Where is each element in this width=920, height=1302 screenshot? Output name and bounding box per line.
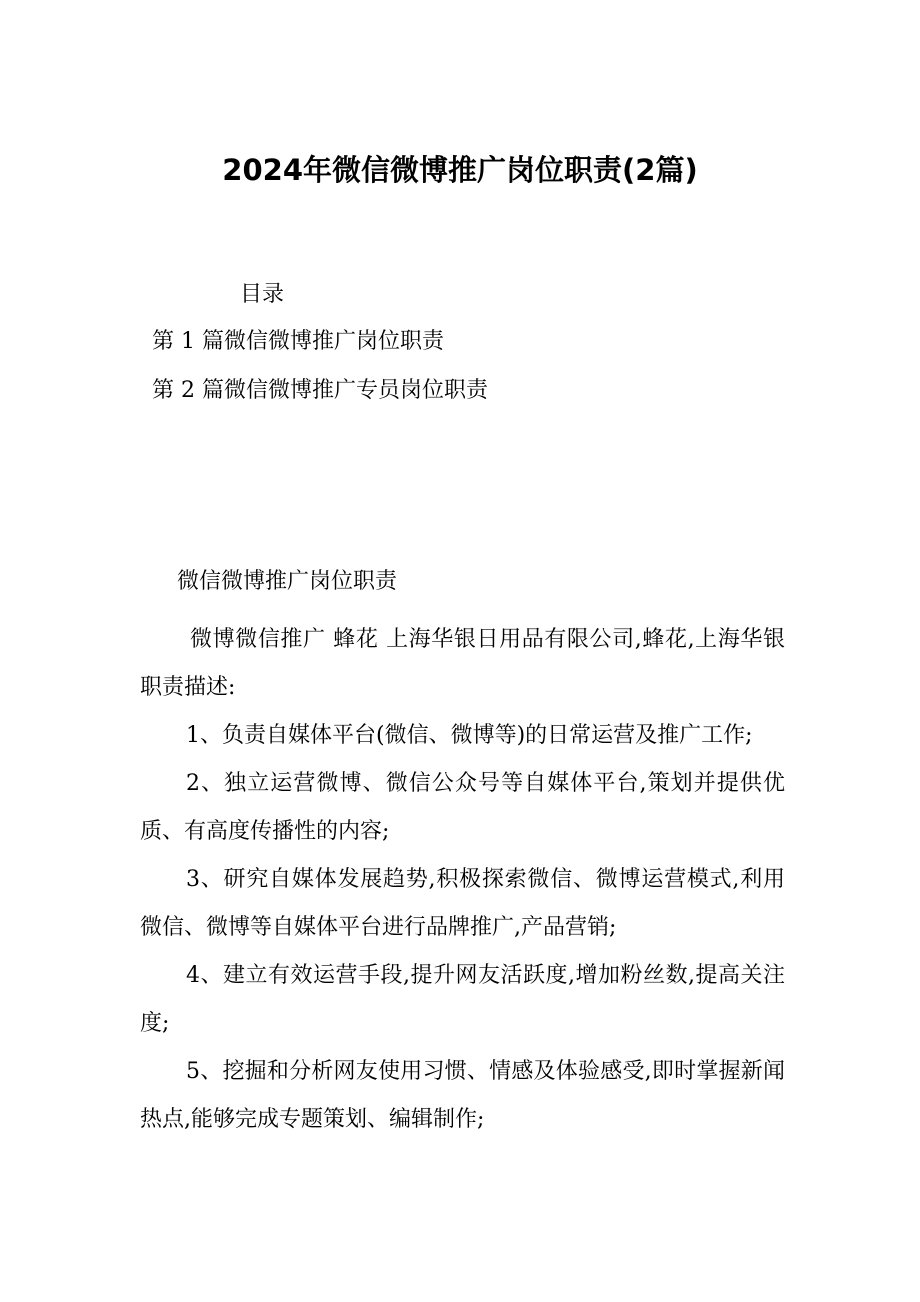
toc-item-2[interactable]: 第 2 篇微信微博推广专员岗位职责 — [152, 378, 488, 403]
paragraph-duty-2: 2、独立运营微博、微信公众号等自媒体平台,策划并提供优质、有高度传播性的内容; — [140, 771, 785, 844]
paragraph-duty-4: 4、建立有效运营手段,提升网友活跃度,增加粉丝数,提高关注度; — [140, 963, 785, 1036]
paragraph-intro: 微博微信推广 蜂花 上海华银日用品有限公司,蜂花,上海华银 职责描述: — [140, 627, 785, 700]
paragraph-duty-1: 1、负责自媒体平台(微信、微博等)的日常运营及推广工作; — [186, 723, 753, 748]
paragraph-duty-3: 3、研究自媒体发展趋势,积极探索微信、微博运营模式,利用微信、微博等自媒体平台进行品牌推广,产品营销; — [140, 867, 785, 940]
paragraph-duty-5: 5、挖掘和分析网友使用习惯、情感及体验感受,即时掌握新闻热点,能够完成专题策划、编辑制作; — [140, 1059, 785, 1132]
toc-item-1[interactable]: 第 1 篇微信微博推广岗位职责 — [152, 329, 444, 354]
section-body — [140, 616, 785, 1144]
document-title: 2024年微信微博推广岗位职责(2篇) — [222, 153, 698, 187]
toc-heading: 目录 — [240, 282, 285, 307]
section-heading: 微信微博推广岗位职责 — [177, 569, 398, 594]
